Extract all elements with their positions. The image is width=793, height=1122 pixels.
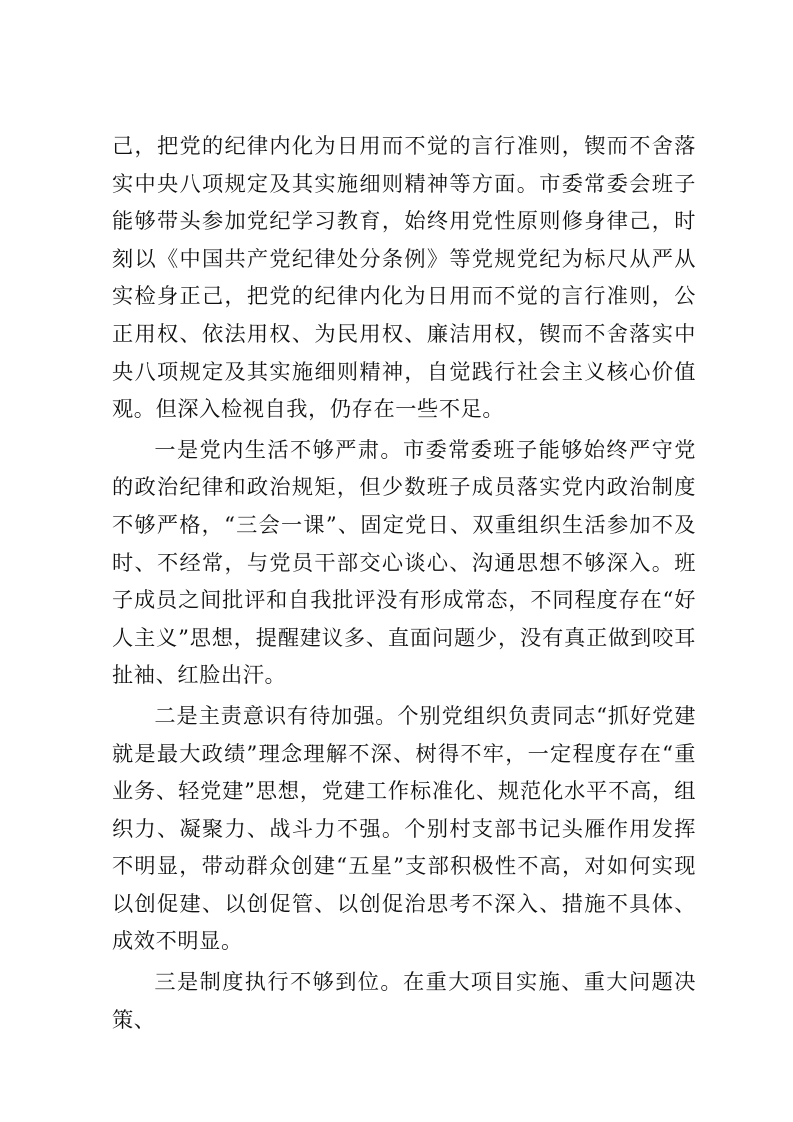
paragraph-point-two: 二是主责意识有待加强。个别党组织负责同志“抓好党建就是最大政绩”理念理解不深、树得不牢，一定程度存在“重业务、轻党建”思想，党建工作标准化、规范化水平不高，组织力、凝聚力、战斗力不强。个别村支部书记头雁作用发挥不明显，带动群众创建“五星”支部积极性不高，对如何实现以创促建、以创促管、以创促治思考不深入、措施不具体、成效不明显。 (112, 702, 696, 954)
paragraph-intro: 己，把党的纪律内化为日用而不觉的言行准则，锲而不舍落实中央八项规定及其实施细则精神等方面。市委常委会班子能够带头参加党纪学习教育，始终用党性原则修身律己，时刻以《中国共产党纪律处分条例》等党规党纪为标尺从严从实检身正己，把党的纪律内化为日用而不觉的言行准则，公正用权、依法用权、为民用权、廉洁用权，锲而不舍落实中央八项规定及其实施细则精神，自觉践行社会主义核心价值观。但深入检视自我，仍存在一些不足。 (112, 133, 696, 422)
paragraph-point-three: 三是制度执行不够到位。在重大项目实施、重大问题决策、 (112, 969, 696, 1032)
document-body (112, 127, 696, 1041)
paragraph-point-one: 一是党内生活不够严肃。市委常委班子能够始终严守党的政治纪律和政治规矩，但少数班子成员落实党内政治制度不够严格，“三会一课”、固定党日、双重组织生活参加不及时、不经常，与党员干部交心谈心、沟通思想不够深入。班子成员之间批评和自我批评没有形成常态，不同程度存在“好人主义”思想，提醒建议多、直面问题少，没有真正做到咬耳扯袖、红脸出汗。 (112, 436, 696, 688)
